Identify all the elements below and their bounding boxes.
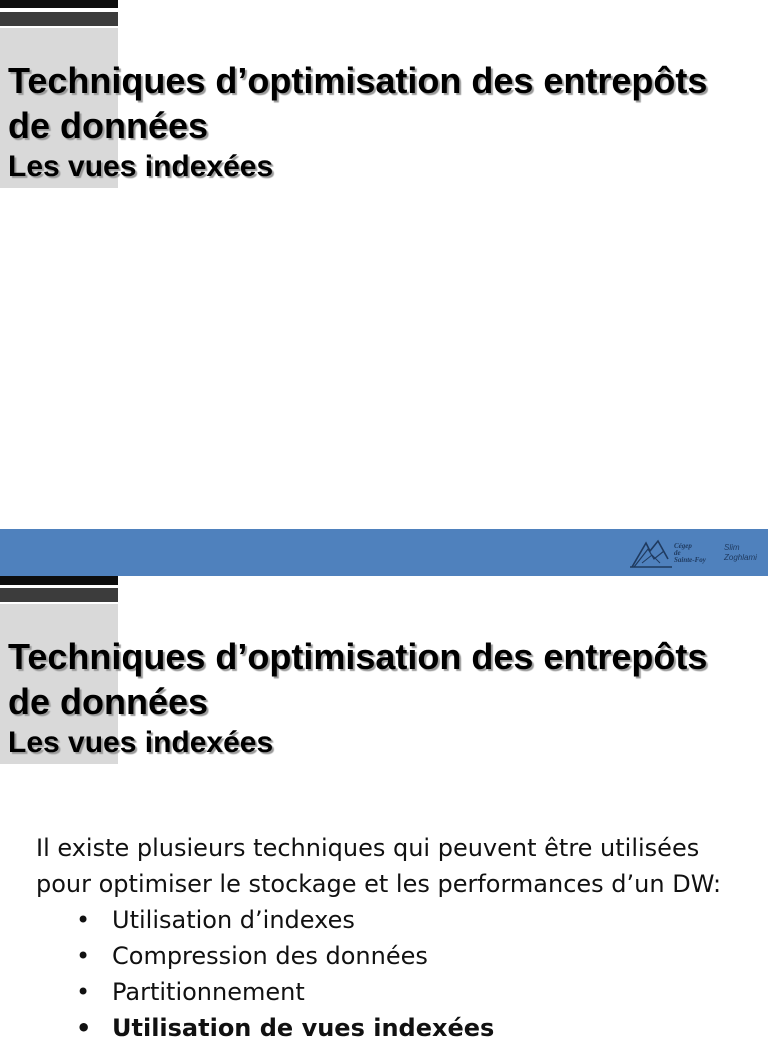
title-block [8, 58, 758, 184]
cegep-logo-icon [630, 537, 674, 569]
bullet-item: • Utilisation d’indexes [76, 902, 748, 938]
logo-text [674, 543, 706, 564]
author-name [724, 543, 757, 563]
slide-2 [0, 576, 768, 1042]
corner-accent-dark [0, 588, 118, 602]
intro-paragraph: Il existe plusieurs techniques qui peuvent être utilisées pour optimiser le stockage et les performances d’un DW: [36, 834, 722, 898]
footer-band [0, 529, 768, 576]
author-first-name: Slim [724, 543, 740, 552]
corner-accent-black [0, 0, 118, 8]
logo-line-3: Sainte-Foy [674, 556, 706, 564]
slide-body [36, 830, 748, 1046]
cegep-logo [630, 537, 764, 569]
slide-title: Techniques d’optimisation des entrepôts de données [8, 60, 708, 146]
bullet-item: • Partitionnement [76, 974, 748, 1010]
logo-line-2: de [674, 549, 681, 557]
author-last-name: Zoghlami [724, 553, 757, 562]
bullet-item: • Compression des données [76, 938, 748, 974]
title-block [8, 634, 758, 760]
bullet-list [36, 902, 748, 1046]
corner-accent-dark [0, 12, 118, 26]
slide-subtitle: Les vues indexées [8, 150, 274, 183]
corner-accent-black [0, 576, 118, 585]
logo-line-1: Cégep [674, 542, 692, 550]
slide-title: Techniques d’optimisation des entrepôts de données [8, 636, 708, 722]
slide-subtitle: Les vues indexées [8, 726, 274, 759]
bullet-item: • Utilisation de vues indexées [76, 1010, 748, 1046]
